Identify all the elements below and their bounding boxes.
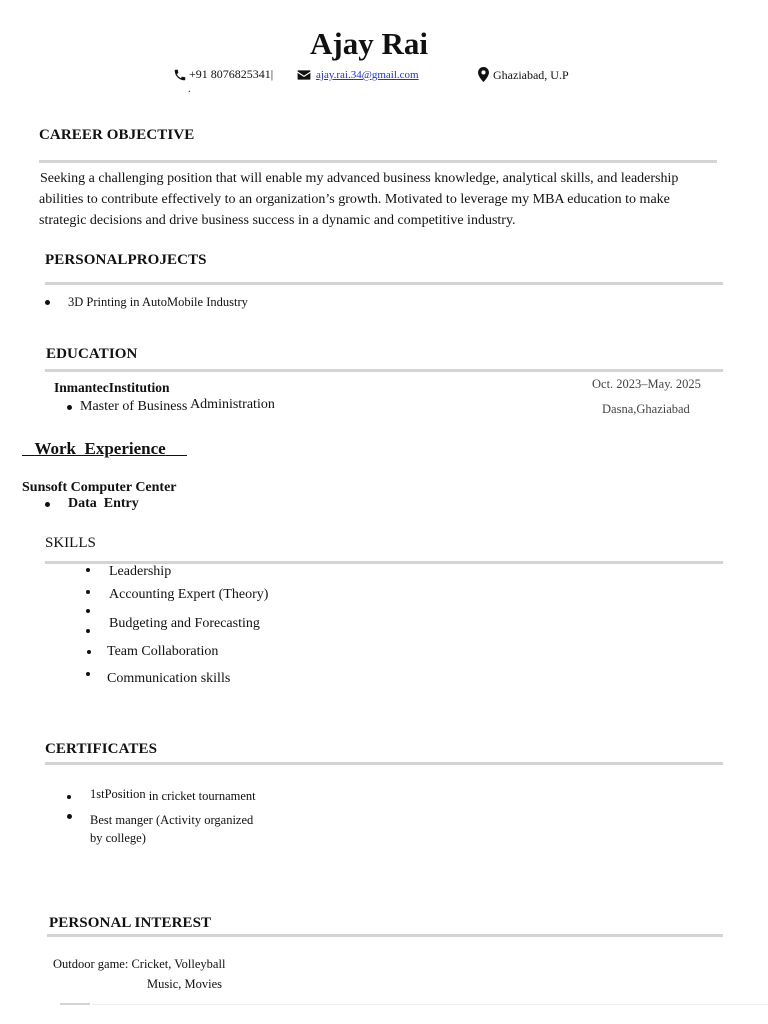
certificates-rule — [45, 762, 723, 765]
footer-rule-short — [60, 1003, 90, 1005]
bullet — [86, 629, 90, 633]
location-pin-icon — [478, 67, 489, 82]
job-role: Data Entry — [68, 496, 139, 511]
degree-part: Master of Business — [80, 399, 188, 414]
skill-item: Communication skills — [107, 671, 231, 686]
company-name: Sunsoft Computer Center — [22, 480, 177, 495]
phone-icon — [173, 68, 187, 82]
phone-dot: . — [188, 84, 191, 95]
education-dates: Oct. 2023–May. 2025 — [592, 377, 701, 391]
bullet — [86, 590, 90, 594]
bullet — [67, 405, 72, 410]
bullet — [86, 672, 90, 676]
career-objective-rule — [39, 160, 717, 163]
bullet — [67, 814, 72, 819]
objective-line: Seeking a challenging position that will enable my advanced business knowledge, analytical skills, and leadership — [40, 171, 679, 186]
certificate-text: in cricket tournament — [148, 789, 256, 803]
location-text: Ghaziabad, U.P — [493, 68, 569, 82]
interest-line: Outdoor game: Cricket, Volleyball — [53, 957, 226, 971]
bullet — [86, 609, 90, 613]
work-experience-heading-text: Work Experience — [34, 439, 166, 458]
personal-interest-rule — [47, 934, 723, 937]
personal-projects-heading: PERSONALPROJECTS — [45, 252, 207, 268]
skill-item: Team Collaboration — [107, 644, 219, 659]
degree-text — [80, 399, 275, 415]
career-objective-heading: CAREER OBJECTIVE — [39, 127, 195, 143]
skill-item: Leadership — [109, 564, 172, 579]
certificate-item — [90, 789, 256, 804]
certificate-text: 1stPosition — [90, 787, 146, 801]
degree-part: Administration — [190, 397, 275, 412]
certificates-heading: CERTIFICATES — [45, 741, 158, 757]
bullet — [87, 650, 91, 654]
career-objective-text — [39, 168, 678, 231]
email-link[interactable]: ajay.rai.34@gmail.com — [316, 69, 419, 81]
interest-line: Music, Movies — [147, 977, 222, 991]
work-experience-heading — [22, 439, 187, 459]
education-place: Dasna,Ghaziabad — [602, 402, 690, 416]
certificate-item — [90, 811, 253, 847]
skill-item: Budgeting and Forecasting — [109, 616, 260, 631]
institution-name: InmantecInstitution — [54, 380, 170, 395]
skill-item: Accounting Expert (Theory) — [109, 587, 269, 602]
project-item: 3D Printing in AutoMobile Industry — [68, 295, 248, 309]
footer-rule — [92, 1004, 768, 1005]
certificate-text: by college) — [90, 831, 146, 845]
bullet — [45, 502, 50, 507]
objective-line: strategic decisions and drive business success in a dynamic and competitive industry. — [39, 213, 516, 228]
bullet — [86, 568, 90, 572]
personal-projects-rule — [45, 282, 723, 285]
certificate-text: Best manger (Activity organized — [90, 813, 254, 827]
bullet — [67, 795, 71, 799]
personal-interest-heading: PERSONAL INTEREST — [49, 915, 212, 931]
objective-line: abilities to contribute effectively to an organization’s growth. Motivated to leverage my MBA education to make — [39, 192, 670, 207]
candidate-name: Ajay Rai — [310, 26, 428, 61]
mail-icon — [297, 69, 311, 81]
phone-text: +91 8076825341| — [189, 67, 274, 81]
education-rule — [45, 369, 723, 372]
education-heading: EDUCATION — [46, 346, 138, 362]
bullet — [45, 300, 50, 305]
skills-heading: SKILLS — [45, 535, 96, 551]
